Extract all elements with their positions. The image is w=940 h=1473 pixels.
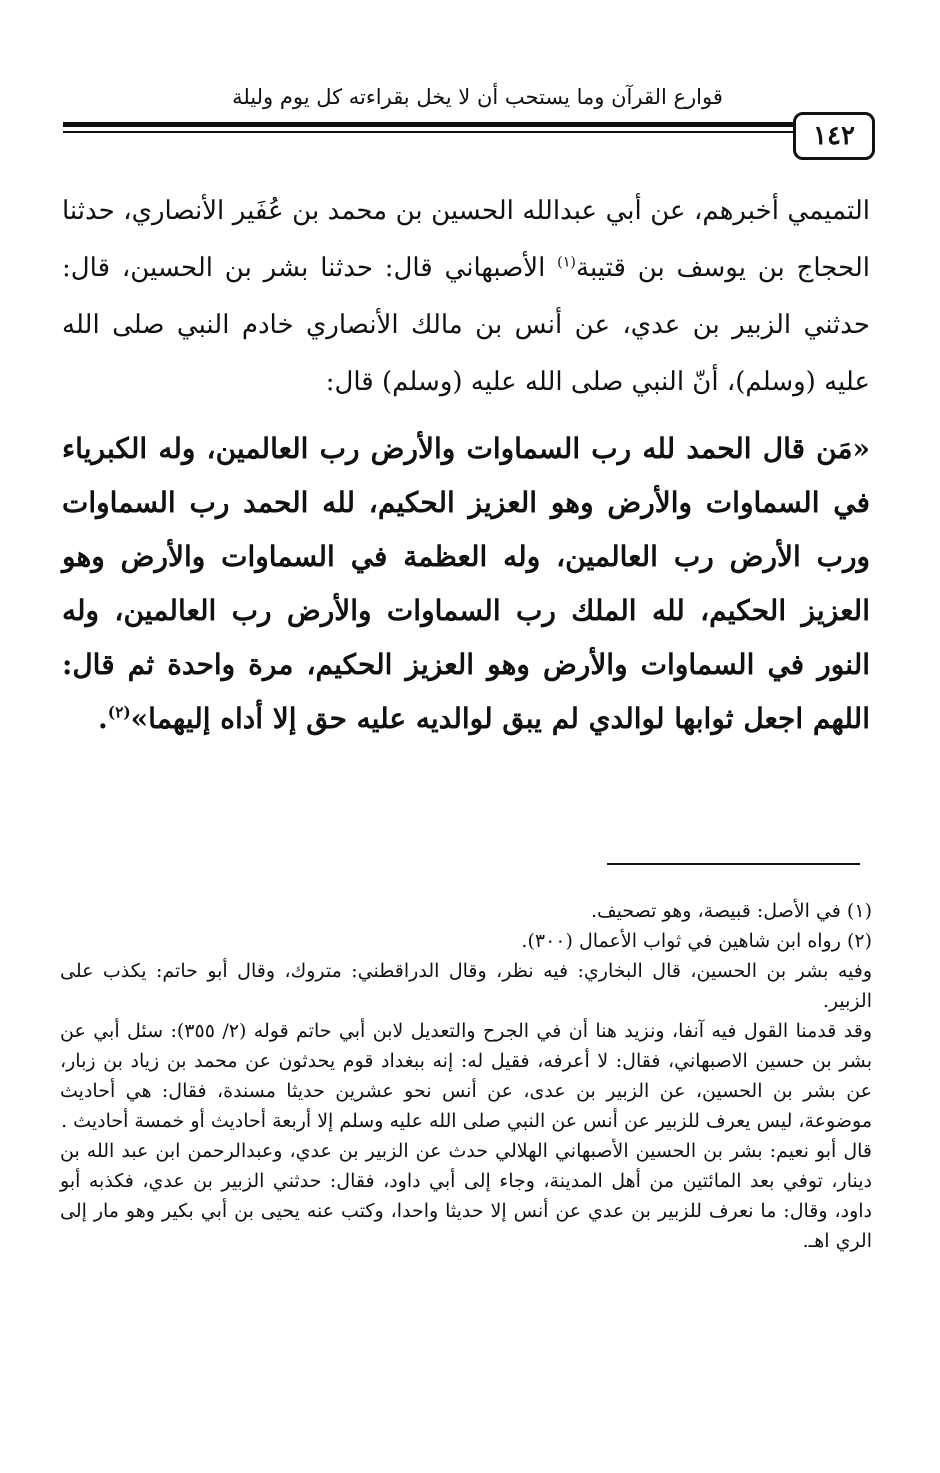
isnad-text-part2: الأصبهاني قال: حدثنا بشر بن الحسين، قال: حدثني الزبير بن عدي، عن أنس بن مالك الأنصاري خادم النبي صلى الله عليه (وسلم)، أنّ النبي صلى الله عليه (وسلم) قال: — [62, 253, 870, 397]
page-number-box — [793, 112, 875, 160]
footnote-1: (١) في الأصل: قبيصة، وهو تصحيف. — [590, 900, 872, 922]
isnad-text-part1: التميمي أخبرهم، عن أبي عبدالله الحسين بن محمد بن عُفَير الأنصاري، حدثنا الحجاج بن يوسف بن قتيبة — [62, 196, 870, 283]
running-header-title: قوارع القرآن وما يستحب أن لا يخل بقراءته كل يوم وليلة — [232, 85, 723, 109]
hadith-paragraph — [62, 422, 870, 746]
hadith-end: . — [98, 702, 108, 735]
page-number: ١٤٢ — [813, 121, 855, 151]
isnad-paragraph — [62, 183, 870, 411]
footnote-2-para-2: وقد قدمنا القول فيه آنفا، ونزيد هنا أن في الجرح والتعديل لابن أبي حاتم قوله (٢/ ٣٥٥): سئل أبي عن بشر بن حسين الاصبهاني، فقال: لا أعرفه، فقيل له: إنه ببغداد قوم يحدثون عن محمد بن زياد بن زبار، عن بشر بن الحسين، عن الزبير بن عدى، عن أنس نحو عشرين حديثا مسندة، فقال: هي أحاديث موضوعة، ليس يعرف للزبير عن أنس عن النبي صلى الله عليه وسلم إلا أربعة أحاديث أو خمسة أحاديث . — [60, 1020, 872, 1132]
footnotes-section — [60, 896, 872, 1256]
footnote-ref-1[interactable]: (١) — [557, 254, 576, 271]
header-rule-thin — [63, 131, 793, 133]
footnote-2-para-3: قال أبو نعيم: بشر بن الحسين الأصبهاني الهلالي حدث عن الزبير بن عدي، وعبدالرحمن ابن عبد الله بن دينار، توفي بعد المائتين من أهل المدينة، وجاء إلى أبي داود، فقال: حدثني الزبير بن عدي، فكذبه أبو داود، وقال: ما نعرف للزبير بن عدي عن أنس إلا حديثا واحدا، وكتب عنه يحيى بن أبي بكير وهو مار إلى الري اهـ. — [60, 1140, 872, 1252]
footnote-2-para-1: وفيه بشر بن الحسين، قال البخاري: فيه نظر، وقال الدراقطني: متروك، وقال أبو حاتم: يكذب على الزبير. — [60, 960, 872, 1012]
header-rule-thick — [63, 122, 793, 127]
footnote-2: (٢) رواه ابن شاهين في ثواب الأعمال (٣٠٠). — [521, 930, 872, 952]
hadith-text: «مَن قال الحمد لله رب السماوات والأرض رب العالمين، وله الكبرياء في السماوات والأرض وهو العزيز الحكيم، لله الحمد رب السماوات ورب الأرض رب العالمين، وله العظمة في السماوات والأرض وهو العزيز الحكيم، لله الملك رب السماوات والأرض رب العالمين، وله النور في السماوات والأرض وهو العزيز الحكيم، مرة واحدة ثم قال: اللهم اجعل ثوابها لوالدي لم يبق لوالديه عليه حق إلا أداه إليهما» — [62, 432, 870, 735]
footnote-separator — [607, 863, 860, 865]
footnote-ref-2[interactable]: (٢) — [107, 703, 131, 722]
